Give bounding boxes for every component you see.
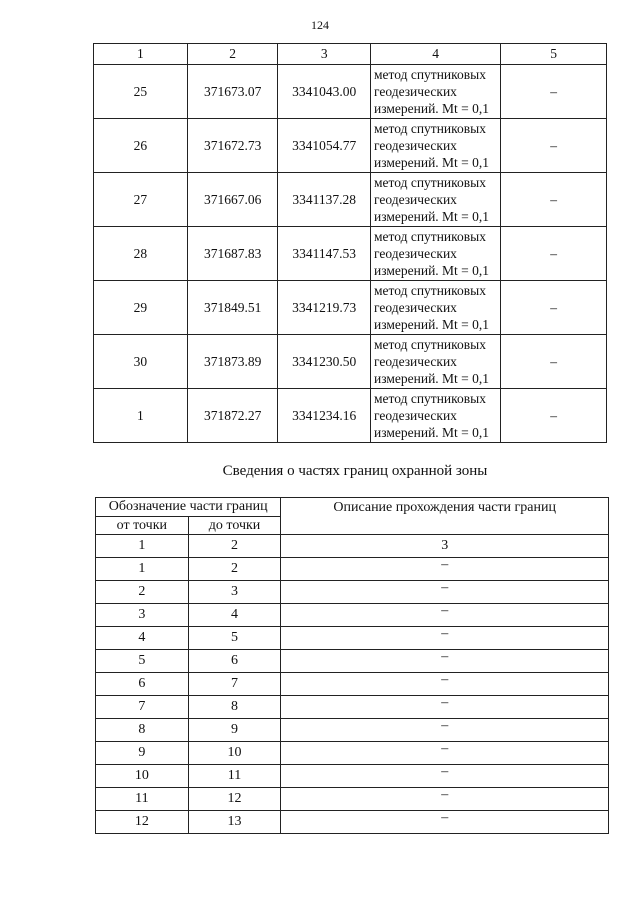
method-line: геодезических <box>373 192 457 207</box>
x-coordinate-cell: 371873.89 <box>187 335 278 389</box>
method-line: измерений. Mt = 0,1 <box>373 317 490 332</box>
point-number-cell: 29 <box>94 281 188 335</box>
y-coordinate-cell: 3341230.50 <box>278 335 371 389</box>
method-line: метод спутниковых <box>373 67 486 82</box>
table-row <box>96 811 609 834</box>
method-cell <box>370 173 500 227</box>
table-row <box>94 119 607 173</box>
table-row <box>96 742 609 765</box>
table-row <box>96 650 609 673</box>
note-cell: – <box>501 173 607 227</box>
description-cell: – <box>281 811 609 834</box>
page-number: 124 <box>311 18 329 32</box>
description-cell: – <box>281 788 609 811</box>
note-cell: – <box>501 227 607 281</box>
table-row <box>94 65 607 119</box>
to-point-cell: 9 <box>188 719 281 742</box>
boundary-parts-table <box>95 497 609 834</box>
method-line: метод спутниковых <box>373 121 486 136</box>
method-cell <box>370 65 500 119</box>
to-point-cell: 5 <box>188 627 281 650</box>
method-line: измерений. Mt = 0,1 <box>373 263 490 278</box>
method-cell <box>370 281 500 335</box>
coordinates-header-row <box>94 44 607 65</box>
table-row <box>96 673 609 696</box>
from-point-cell: 2 <box>96 581 189 604</box>
table-row <box>96 604 609 627</box>
from-point-cell: 6 <box>96 673 189 696</box>
note-cell: – <box>501 65 607 119</box>
y-coordinate-cell: 3341147.53 <box>278 227 371 281</box>
to-point-cell: 10 <box>188 742 281 765</box>
x-coordinate-cell: 371687.83 <box>187 227 278 281</box>
point-number-cell: 27 <box>94 173 188 227</box>
method-line: геодезических <box>373 84 457 99</box>
x-coordinate-cell: 371672.73 <box>187 119 278 173</box>
to-point-cell: 8 <box>188 696 281 719</box>
to-point-header: до точки <box>188 517 281 535</box>
parts-group-header-row <box>96 498 609 517</box>
to-point-cell: 2 <box>188 558 281 581</box>
table-row <box>96 558 609 581</box>
from-point-cell: 12 <box>96 811 189 834</box>
method-line: геодезических <box>373 138 457 153</box>
column-header-5: 5 <box>501 44 607 65</box>
table-row <box>94 173 607 227</box>
description-cell: – <box>281 558 609 581</box>
parts-index-row <box>96 535 609 558</box>
description-cell: – <box>281 673 609 696</box>
method-cell <box>370 227 500 281</box>
method-line: метод спутниковых <box>373 283 486 298</box>
index-cell-2: 2 <box>188 535 281 558</box>
method-line: геодезических <box>373 300 457 315</box>
method-line: измерений. Mt = 0,1 <box>373 101 490 116</box>
column-header-4: 4 <box>370 44 500 65</box>
to-point-cell: 7 <box>188 673 281 696</box>
method-line: метод спутниковых <box>373 391 486 406</box>
description-cell: – <box>281 719 609 742</box>
method-line: измерений. Mt = 0,1 <box>373 155 490 170</box>
table-row <box>94 227 607 281</box>
description-cell: – <box>281 696 609 719</box>
description-header: Описание прохождения части границ <box>281 498 609 535</box>
from-point-cell: 9 <box>96 742 189 765</box>
y-coordinate-cell: 3341234.16 <box>278 389 371 443</box>
x-coordinate-cell: 371872.27 <box>187 389 278 443</box>
index-cell-3: 3 <box>281 535 609 558</box>
note-cell: – <box>501 335 607 389</box>
table-row <box>96 719 609 742</box>
method-line: метод спутниковых <box>373 337 486 352</box>
column-header-3: 3 <box>278 44 371 65</box>
method-line: метод спутниковых <box>373 229 486 244</box>
method-line: геодезических <box>373 354 457 369</box>
note-cell: – <box>501 281 607 335</box>
description-cell: – <box>281 604 609 627</box>
to-point-cell: 13 <box>188 811 281 834</box>
from-point-cell: 10 <box>96 765 189 788</box>
point-number-cell: 25 <box>94 65 188 119</box>
description-cell: – <box>281 765 609 788</box>
from-point-cell: 1 <box>96 558 189 581</box>
to-point-cell: 6 <box>188 650 281 673</box>
column-header-1: 1 <box>94 44 188 65</box>
table-row <box>96 765 609 788</box>
method-line: метод спутниковых <box>373 175 486 190</box>
table-row <box>96 696 609 719</box>
from-point-cell: 11 <box>96 788 189 811</box>
group-header: Обозначение части границ <box>96 498 281 517</box>
from-point-header: от точки <box>96 517 189 535</box>
method-cell <box>370 389 500 443</box>
x-coordinate-cell: 371667.06 <box>187 173 278 227</box>
index-cell-1: 1 <box>96 535 189 558</box>
column-header-2: 2 <box>187 44 278 65</box>
description-cell: – <box>281 627 609 650</box>
point-number-cell: 26 <box>94 119 188 173</box>
from-point-cell: 8 <box>96 719 189 742</box>
method-line: геодезических <box>373 408 457 423</box>
to-point-cell: 12 <box>188 788 281 811</box>
to-point-cell: 3 <box>188 581 281 604</box>
table-row <box>96 788 609 811</box>
table-row <box>96 627 609 650</box>
y-coordinate-cell: 3341219.73 <box>278 281 371 335</box>
to-point-cell: 11 <box>188 765 281 788</box>
table-row <box>94 335 607 389</box>
method-line: геодезических <box>373 246 457 261</box>
y-coordinate-cell: 3341054.77 <box>278 119 371 173</box>
from-point-cell: 7 <box>96 696 189 719</box>
section-title: Сведения о частях границ охранной зоны <box>222 463 488 479</box>
note-cell: – <box>501 119 607 173</box>
method-line: измерений. Mt = 0,1 <box>373 209 490 224</box>
method-line: измерений. Mt = 0,1 <box>373 425 490 440</box>
method-line: измерений. Mt = 0,1 <box>373 371 490 386</box>
point-number-cell: 28 <box>94 227 188 281</box>
from-point-cell: 5 <box>96 650 189 673</box>
y-coordinate-cell: 3341137.28 <box>278 173 371 227</box>
table-row <box>96 581 609 604</box>
point-number-cell: 30 <box>94 335 188 389</box>
y-coordinate-cell: 3341043.00 <box>278 65 371 119</box>
table-row <box>94 389 607 443</box>
description-cell: – <box>281 742 609 765</box>
method-cell <box>370 335 500 389</box>
from-point-cell: 3 <box>96 604 189 627</box>
to-point-cell: 4 <box>188 604 281 627</box>
note-cell: – <box>501 389 607 443</box>
point-number-cell: 1 <box>94 389 188 443</box>
description-cell: – <box>281 581 609 604</box>
table-row <box>94 281 607 335</box>
description-cell: – <box>281 650 609 673</box>
from-point-cell: 4 <box>96 627 189 650</box>
coordinates-table <box>93 43 607 443</box>
x-coordinate-cell: 371673.07 <box>187 65 278 119</box>
method-cell <box>370 119 500 173</box>
x-coordinate-cell: 371849.51 <box>187 281 278 335</box>
